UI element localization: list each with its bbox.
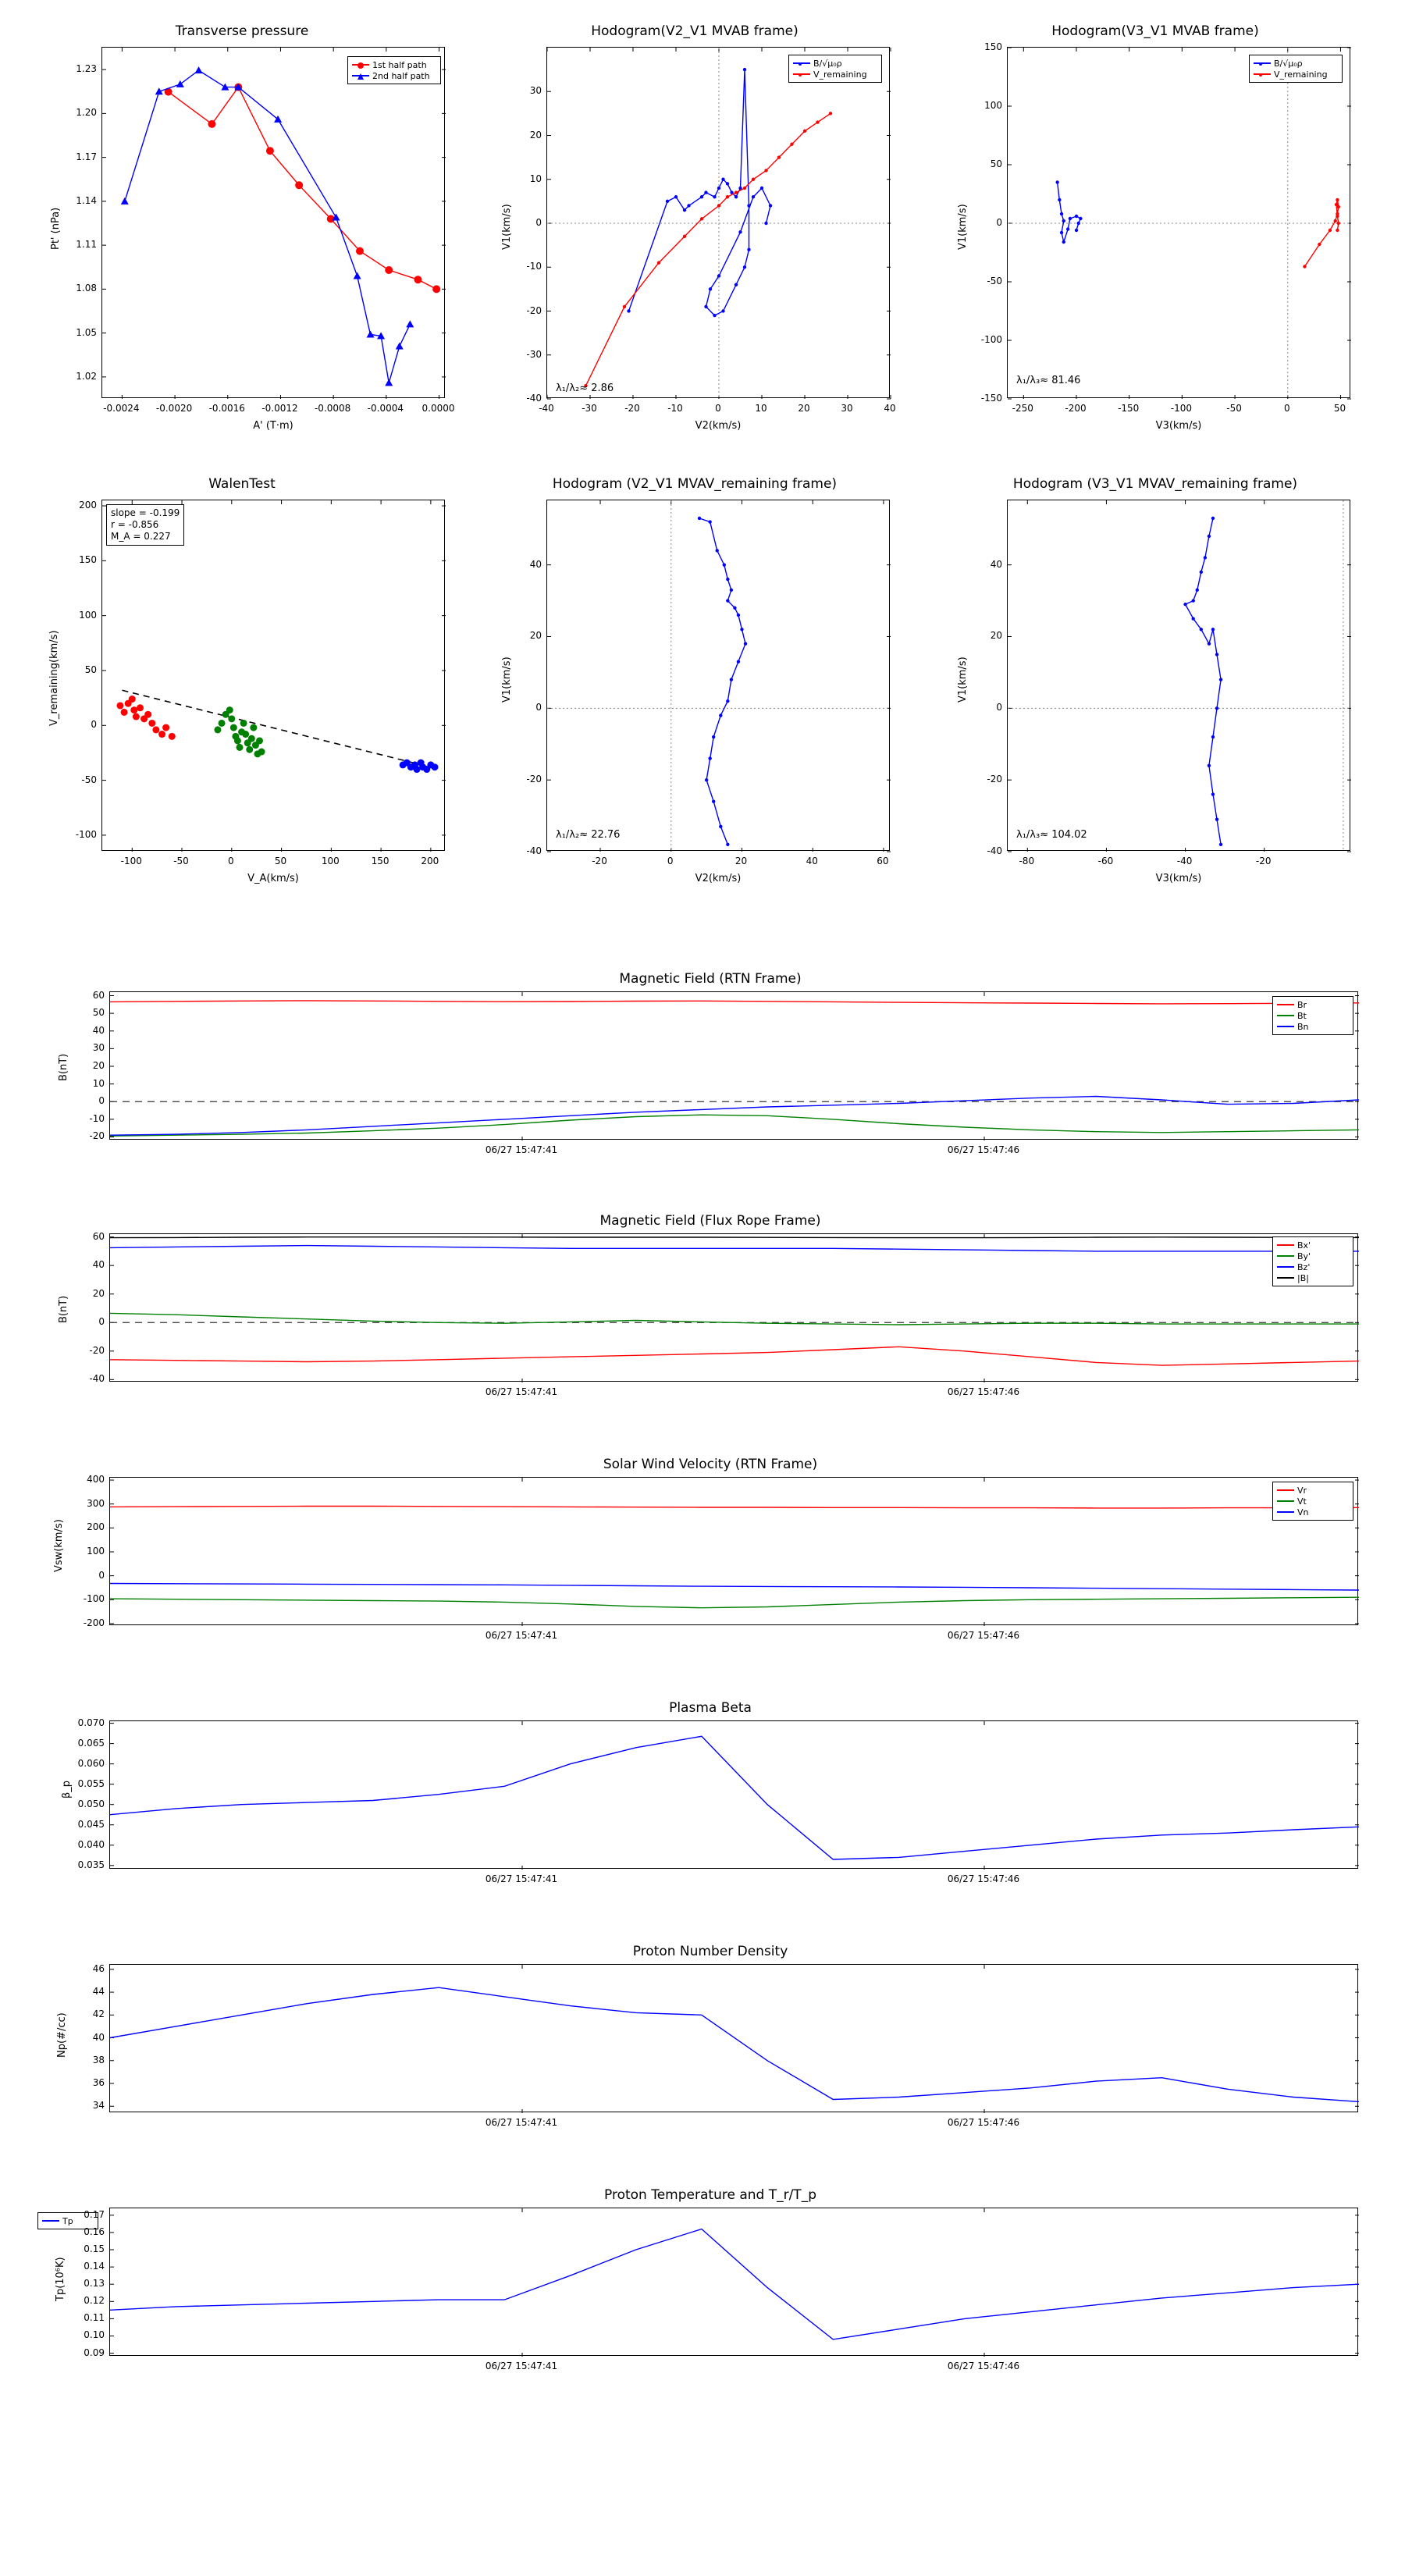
- y-tick-label: 0.13: [84, 2278, 105, 2290]
- x-tick-label: -50: [173, 856, 189, 866]
- legend-swatch: [1254, 73, 1271, 75]
- y-tick-label: 150: [984, 41, 1002, 52]
- x-tick-label: 0: [227, 856, 234, 866]
- x-tick-label: 06/27 15:47:46: [947, 2361, 1020, 2371]
- panel-title: Hodogram (V3_V1 MVAV_remaining frame): [1012, 476, 1298, 492]
- panel-hodogram-v2v1-mvab: [484, 16, 905, 432]
- panel-proton-temperature: [31, 2184, 1389, 2387]
- y-tick-label: 0: [98, 1569, 105, 1581]
- y-tick-label: -40: [526, 845, 542, 856]
- y-axis-label: Pt' (nPa): [50, 207, 62, 250]
- y-tick-label: 1.05: [76, 326, 97, 338]
- legend-item[interactable]: [1277, 1021, 1349, 1032]
- y-tick-label: 20: [92, 1060, 105, 1071]
- y-tick-label: 0.16: [84, 2226, 105, 2237]
- y-tick-label: 20: [990, 630, 1002, 642]
- legend-item[interactable]: [1277, 1485, 1349, 1496]
- y-tick-label: 60: [92, 989, 105, 1001]
- x-tick-label: 0.0000: [422, 403, 455, 414]
- x-tick-label: 06/27 15:47:41: [485, 1873, 558, 1884]
- panel-hodogram-v3v1-mvab: [937, 16, 1374, 432]
- y-tick-label: 40: [92, 2031, 105, 2043]
- panel-title: Magnetic Field (Flux Rope Frame): [599, 1213, 821, 1229]
- legend[interactable]: [347, 56, 441, 84]
- y-tick-label: 0: [996, 702, 1002, 713]
- y-axis-label: β_p: [61, 1780, 73, 1799]
- y-tick-label: 0.060: [77, 1757, 105, 1769]
- y-tick-label: 20: [529, 630, 542, 642]
- x-tick-label: -200: [1065, 403, 1087, 414]
- y-tick-label: 200: [79, 500, 97, 511]
- y-tick-label: 100: [984, 100, 1002, 111]
- x-tick-label: -0.0020: [155, 403, 193, 414]
- legend-label: By': [1297, 1251, 1311, 1261]
- legend-swatch: [1277, 1015, 1294, 1016]
- y-tick-label: -10: [526, 261, 542, 272]
- plot-area: [109, 991, 1358, 1140]
- legend-label: |B|: [1297, 1272, 1309, 1283]
- legend[interactable]: [1272, 996, 1353, 1035]
- y-tick-label: 0: [98, 1095, 105, 1107]
- y-tick-label: 0: [98, 1316, 105, 1328]
- legend-swatch: [1254, 62, 1271, 64]
- legend-item[interactable]: [1277, 1251, 1349, 1261]
- y-axis-label: V1(km/s): [501, 656, 513, 703]
- legend[interactable]: [788, 55, 882, 83]
- y-tick-label: 10: [529, 173, 542, 184]
- x-tick-label: 06/27 15:47:41: [485, 2361, 558, 2371]
- x-tick-label: 200: [421, 856, 439, 866]
- y-tick-label: 0: [91, 719, 97, 731]
- y-tick-label: -50: [81, 774, 97, 785]
- y-axis-label: V1(km/s): [957, 656, 969, 703]
- walen-mach-number: M_A = 0.227: [111, 531, 171, 542]
- panel-walen-test: [31, 468, 453, 882]
- x-tick-label: -250: [1012, 403, 1033, 414]
- eigenvalue-ratio-annotation: λ₁/λ₂≈ 22.76: [556, 829, 621, 841]
- legend-swatch: [352, 75, 369, 76]
- legend-label: B/√μ₀ρ: [813, 58, 842, 69]
- legend-label: Vt: [1297, 1496, 1307, 1507]
- panel-title: Magnetic Field (RTN Frame): [619, 971, 802, 987]
- x-tick-label: 06/27 15:47:46: [947, 1386, 1020, 1397]
- y-tick-label: 40: [92, 1259, 105, 1271]
- x-axis-label: V3(km/s): [1155, 420, 1202, 432]
- y-axis-label: B(nT): [58, 1295, 69, 1323]
- legend-item[interactable]: [1277, 1240, 1349, 1251]
- legend-item[interactable]: [1277, 1496, 1349, 1507]
- x-tick-label: 50: [274, 856, 287, 866]
- x-axis-label: V2(km/s): [695, 873, 742, 884]
- y-tick-label: 42: [92, 2008, 105, 2020]
- y-tick-label: 38: [92, 2054, 105, 2065]
- legend-swatch: [1277, 1500, 1294, 1502]
- y-tick-label: 1.08: [76, 283, 97, 294]
- y-tick-label: -40: [526, 393, 542, 404]
- y-tick-label: -20: [987, 774, 1002, 785]
- y-tick-label: 50: [84, 664, 97, 675]
- panel-proton-number-density: [31, 1941, 1389, 2144]
- legend[interactable]: [1249, 55, 1343, 83]
- x-tick-label: 06/27 15:47:46: [947, 2117, 1020, 2128]
- x-tick-label: 10: [755, 403, 767, 414]
- x-tick-label: -0.0004: [367, 403, 404, 414]
- legend-item[interactable]: [1277, 1272, 1349, 1283]
- y-tick-label: 0.045: [77, 1818, 105, 1830]
- x-tick-label: 06/27 15:47:41: [485, 1386, 558, 1397]
- legend-label: 2nd half path: [372, 70, 430, 81]
- x-tick-label: -30: [582, 403, 597, 414]
- y-tick-label: -150: [980, 393, 1002, 404]
- legend-swatch: [1277, 1255, 1294, 1257]
- y-axis-label: Tp(10⁶K): [55, 2257, 66, 2301]
- x-tick-label: -0.0012: [261, 403, 298, 414]
- x-tick-label: 150: [371, 856, 389, 866]
- y-tick-label: -20: [526, 774, 542, 785]
- y-tick-label: 50: [990, 158, 1002, 169]
- legend-label: Tp: [62, 2215, 73, 2226]
- legend-marker-icon: [799, 73, 802, 76]
- y-tick-label: 0.12: [84, 2295, 105, 2307]
- plot-area: [101, 500, 445, 851]
- y-tick-label: 30: [529, 85, 542, 97]
- y-tick-label: 20: [529, 129, 542, 141]
- y-axis-label: V_remaining(km/s): [48, 630, 60, 726]
- y-tick-label: -100: [83, 1593, 105, 1605]
- y-tick-label: 100: [87, 1546, 105, 1557]
- x-tick-label: -40: [539, 403, 554, 414]
- panel-title: Hodogram (V2_V1 MVAV_remaining frame): [552, 476, 838, 492]
- legend-swatch: [1277, 1511, 1294, 1513]
- y-tick-label: -200: [83, 1617, 105, 1628]
- y-tick-label: -40: [987, 845, 1002, 856]
- plot-area: [1007, 47, 1350, 398]
- y-tick-label: 1.14: [76, 194, 97, 206]
- y-tick-label: 0.11: [84, 2312, 105, 2324]
- y-tick-label: 10: [92, 1077, 105, 1089]
- panel-plasma-beta: [31, 1697, 1389, 1900]
- y-tick-label: 0.040: [77, 1838, 105, 1850]
- x-tick-label: -20: [592, 856, 607, 866]
- panel-solar-wind-velocity-rtn: [31, 1453, 1389, 1656]
- y-tick-label: 40: [529, 558, 542, 570]
- y-tick-label: -20: [89, 1344, 105, 1356]
- y-tick-label: 400: [87, 1474, 105, 1485]
- legend-label: B/√μ₀ρ: [1274, 58, 1303, 69]
- x-tick-label: -40: [1176, 856, 1193, 866]
- y-tick-label: 0.15: [84, 2243, 105, 2255]
- legend-item[interactable]: [352, 70, 436, 81]
- y-tick-label: 300: [87, 1497, 105, 1509]
- y-tick-label: 60: [92, 1230, 105, 1242]
- legend-swatch: [1277, 1489, 1294, 1491]
- legend-label: Bt: [1297, 1010, 1307, 1021]
- y-tick-label: 0: [535, 217, 542, 228]
- x-tick-label: -50: [1226, 403, 1242, 414]
- x-tick-label: -60: [1097, 856, 1114, 866]
- y-tick-label: 46: [92, 1962, 105, 1974]
- x-tick-label: 06/27 15:47:46: [947, 1873, 1020, 1884]
- y-tick-label: -20: [89, 1130, 105, 1142]
- y-tick-label: 0.050: [77, 1798, 105, 1809]
- plot-area: [101, 47, 445, 398]
- legend-marker-icon: [799, 62, 802, 66]
- x-tick-label: 06/27 15:47:41: [485, 2117, 558, 2128]
- legend-marker-icon: [1259, 73, 1262, 76]
- legend-item[interactable]: [1277, 999, 1349, 1010]
- x-tick-label: 0: [715, 403, 721, 414]
- x-tick-label: -10: [667, 403, 683, 414]
- y-tick-label: 0.10: [84, 2329, 105, 2341]
- panel-title: Hodogram(V3_V1 MVAB frame): [1051, 23, 1259, 39]
- y-tick-label: 30: [92, 1042, 105, 1054]
- x-tick-label: -0.0024: [103, 403, 140, 414]
- eigenvalue-ratio-annotation: λ₁/λ₃≈ 104.02: [1016, 829, 1087, 841]
- y-tick-label: -100: [75, 828, 97, 840]
- legend[interactable]: [1272, 1236, 1353, 1286]
- x-tick-label: 20: [798, 403, 810, 414]
- legend-label: Vn: [1297, 1507, 1309, 1517]
- y-tick-label: 50: [92, 1007, 105, 1019]
- x-tick-label: -0.0016: [208, 403, 245, 414]
- x-tick-label: 06/27 15:47:41: [485, 1144, 558, 1155]
- panel-title: Transverse pressure: [175, 23, 309, 39]
- legend-item[interactable]: [793, 58, 877, 69]
- panel-title: Proton Number Density: [632, 1944, 788, 1959]
- legend-swatch: [793, 62, 810, 64]
- legend-item[interactable]: [1254, 58, 1338, 69]
- x-tick-label: 0: [1283, 403, 1290, 414]
- y-axis-label: Np(#/cc): [56, 2012, 68, 2058]
- legend-label: Bz': [1297, 1261, 1311, 1272]
- panel-hodogram-v3v1-mvav: [937, 468, 1374, 882]
- legend-label: Bn: [1297, 1021, 1309, 1032]
- panel-title: WalenTest: [208, 476, 276, 492]
- y-tick-label: 1.20: [76, 107, 97, 119]
- legend-item[interactable]: [1254, 69, 1338, 80]
- x-tick-label: 06/27 15:47:41: [485, 1630, 558, 1641]
- legend-item[interactable]: [1277, 1507, 1349, 1517]
- y-tick-label: 0.065: [77, 1737, 105, 1749]
- x-tick-label: -150: [1118, 403, 1140, 414]
- plot-area: [109, 2208, 1358, 2356]
- legend-label: Bx': [1297, 1240, 1311, 1251]
- y-axis-label: B(nT): [58, 1053, 69, 1081]
- walen-slope: slope = -0.199: [111, 507, 180, 518]
- x-tick-label: 06/27 15:47:46: [947, 1144, 1020, 1155]
- y-tick-label: 1.17: [76, 151, 97, 162]
- legend-swatch: [1277, 1277, 1294, 1279]
- y-tick-label: 0.09: [84, 2347, 105, 2358]
- legend-marker-icon: [1259, 62, 1262, 66]
- y-tick-label: 0.070: [77, 1717, 105, 1728]
- x-tick-label: -20: [624, 403, 640, 414]
- y-tick-label: 150: [79, 554, 97, 566]
- x-tick-label: -100: [120, 856, 142, 866]
- y-tick-label: 0: [535, 702, 542, 713]
- panel-magnetic-field-rtn: [31, 968, 1389, 1171]
- legend-item[interactable]: [1277, 1261, 1349, 1272]
- x-axis-label: V3(km/s): [1155, 873, 1202, 884]
- y-tick-label: 1.23: [76, 63, 97, 75]
- y-tick-label: -10: [89, 1112, 105, 1124]
- plot-area: [109, 1477, 1358, 1625]
- y-tick-label: 36: [92, 2077, 105, 2088]
- y-tick-label: 1.11: [76, 239, 97, 251]
- x-tick-label: 60: [877, 856, 889, 866]
- panel-title: Hodogram(V2_V1 MVAB frame): [591, 23, 799, 39]
- panel-magnetic-field-flux-rope: [31, 1210, 1389, 1413]
- x-tick-label: 0: [667, 856, 674, 866]
- x-tick-label: -0.0008: [314, 403, 351, 414]
- y-tick-label: -50: [987, 276, 1002, 286]
- plot-area: [546, 500, 890, 851]
- panel-title: Plasma Beta: [669, 1700, 752, 1716]
- plot-area: [546, 47, 890, 398]
- plot-area: [109, 1720, 1358, 1869]
- y-tick-label: 0.14: [84, 2261, 105, 2272]
- x-tick-label: -80: [1019, 856, 1035, 866]
- y-tick-label: 1.02: [76, 370, 97, 382]
- panel-title: Solar Wind Velocity (RTN Frame): [603, 1457, 818, 1472]
- y-tick-label: 44: [92, 1986, 105, 1998]
- y-tick-label: -40: [89, 1373, 105, 1385]
- walen-correlation: r = -0.856: [111, 519, 159, 530]
- y-tick-label: 40: [92, 1024, 105, 1036]
- x-tick-label: 100: [321, 856, 340, 866]
- y-tick-label: 34: [92, 2100, 105, 2112]
- legend-label: V_remaining: [1274, 69, 1328, 80]
- legend-swatch: [793, 73, 810, 75]
- x-axis-label: V2(km/s): [695, 420, 742, 432]
- y-tick-label: -30: [526, 348, 542, 360]
- y-axis-label: V1(km/s): [957, 204, 969, 250]
- x-axis-label: A' (T·m): [253, 420, 293, 432]
- panel-title: Proton Temperature and T_r/T_p: [604, 2187, 816, 2203]
- y-tick-label: 0.035: [77, 1859, 105, 1870]
- eigenvalue-ratio-annotation: λ₁/λ₃≈ 81.46: [1016, 375, 1081, 386]
- legend-swatch: [1277, 1004, 1294, 1005]
- y-tick-label: -100: [980, 334, 1002, 345]
- y-tick-label: -20: [526, 304, 542, 316]
- legend-swatch: [1277, 1244, 1294, 1246]
- x-tick-label: -20: [1255, 856, 1272, 866]
- legend-label: 1st half path: [372, 59, 427, 70]
- y-tick-label: 0: [996, 217, 1002, 228]
- legend-marker-icon: [357, 62, 364, 69]
- plot-area: [1007, 500, 1350, 851]
- y-tick-label: 0.17: [84, 2208, 105, 2220]
- y-tick-label: 40: [990, 558, 1002, 570]
- x-tick-label: 40: [806, 856, 818, 866]
- plot-area: [109, 1964, 1358, 2112]
- legend-swatch: [352, 64, 369, 66]
- y-tick-label: 200: [87, 1521, 105, 1533]
- legend-swatch: [42, 2220, 59, 2222]
- y-tick-label: 0.055: [77, 1777, 105, 1789]
- y-tick-label: 20: [92, 1287, 105, 1299]
- walen-stats-box: [106, 504, 184, 546]
- legend-marker-icon: [357, 73, 364, 80]
- legend-swatch: [1277, 1266, 1294, 1268]
- panel-transverse-pressure: [31, 16, 455, 432]
- y-axis-label: V1(km/s): [501, 204, 513, 250]
- x-tick-label: 50: [1333, 403, 1346, 414]
- x-tick-label: 30: [841, 403, 853, 414]
- legend-swatch: [1277, 1026, 1294, 1027]
- x-tick-label: 20: [735, 856, 748, 866]
- legend-label: V_remaining: [813, 69, 867, 80]
- legend-label: Vr: [1297, 1485, 1307, 1496]
- x-axis-label: V_A(km/s): [247, 873, 299, 884]
- x-tick-label: 40: [884, 403, 896, 414]
- legend-label: Br: [1297, 999, 1307, 1010]
- x-tick-label: 06/27 15:47:46: [947, 1630, 1020, 1641]
- plot-area: [109, 1233, 1358, 1382]
- legend-item[interactable]: [1277, 1010, 1349, 1021]
- y-axis-label: Vsw(km/s): [53, 1519, 65, 1572]
- x-tick-label: -100: [1170, 403, 1192, 414]
- legend-item[interactable]: [352, 59, 436, 70]
- legend-item[interactable]: [793, 69, 877, 80]
- legend[interactable]: [1272, 1482, 1353, 1521]
- eigenvalue-ratio-annotation: λ₁/λ₂≈ 2.86: [556, 382, 614, 394]
- y-tick-label: 100: [79, 609, 97, 621]
- panel-hodogram-v2v1-mvav: [484, 468, 905, 882]
